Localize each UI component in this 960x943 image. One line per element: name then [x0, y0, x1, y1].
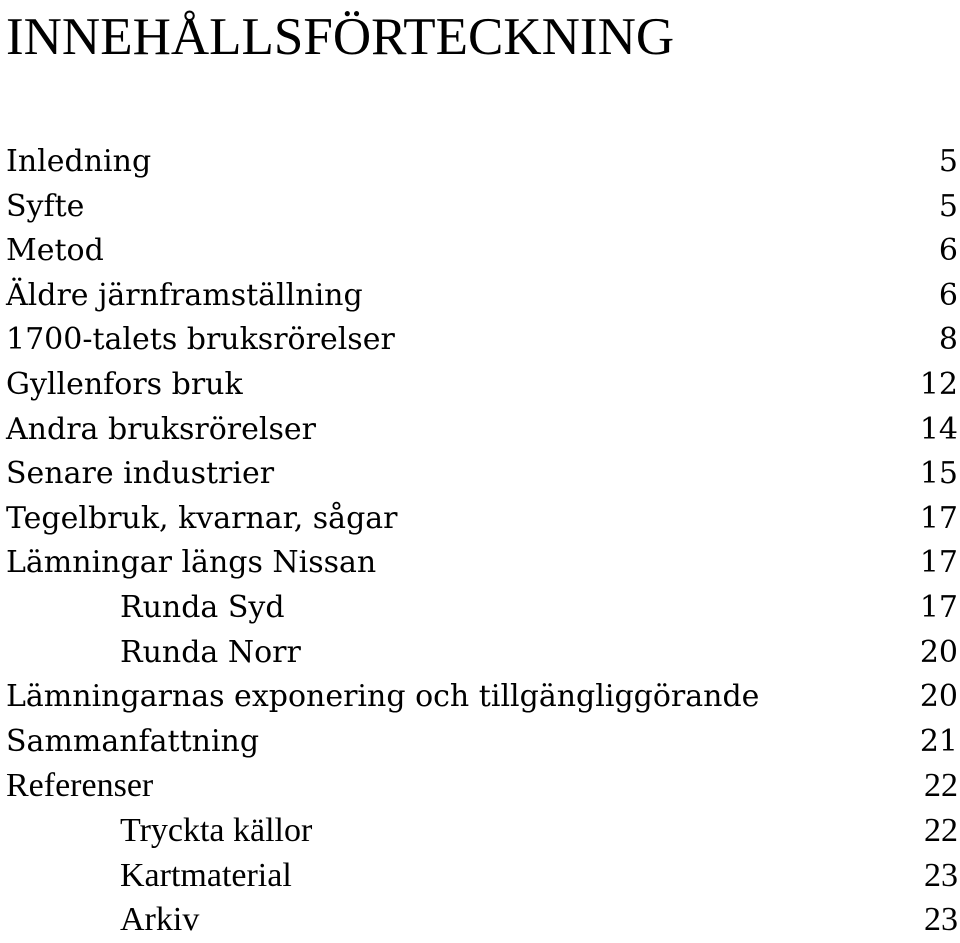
toc-entry-page: 14: [919, 411, 958, 447]
toc-entry-label: Lämningar längs Nissan: [6, 545, 377, 581]
toc-entry-page: 15: [919, 456, 958, 492]
toc-entry-sammanfattning: [0, 720, 960, 765]
toc-entry-label: Sammanfattning: [6, 723, 260, 759]
toc-entry-label: Referenser: [6, 767, 154, 805]
toc-entry-label: Lämningarnas exponering och tillgängliggörande: [6, 679, 760, 715]
toc-entry-page: 17: [919, 589, 958, 625]
toc-entry-label: Äldre järnframställning: [6, 277, 363, 313]
page-title: INNEHÅLLSFÖRTECKNING: [6, 8, 675, 66]
toc-entry-syfte: [0, 185, 960, 230]
toc-entry-label: Senare industrier: [6, 456, 275, 492]
toc-entry-label: Gyllenfors bruk: [6, 366, 243, 402]
toc-entry-label: Runda Norr: [120, 634, 301, 670]
toc-entry-page: 21: [919, 723, 958, 759]
toc-entry-tegelbruk-kvarnar-sagar: [0, 497, 960, 542]
toc-entry-page: 12: [919, 366, 958, 402]
toc-entry-page: 8: [938, 322, 958, 358]
toc-entry-inledning: [0, 140, 960, 185]
toc-entry-page: 23: [924, 901, 958, 939]
toc-entry-metod: [0, 229, 960, 274]
toc-entry-page: 22: [924, 767, 958, 805]
toc-entry-label: Arkiv: [120, 901, 200, 939]
toc-entry-label: Tryckta källor: [120, 811, 313, 849]
table-of-contents: [0, 140, 960, 943]
toc-entry-page: 23: [924, 856, 958, 894]
toc-entry-page: 20: [919, 634, 958, 670]
toc-entry-runda-syd: [0, 586, 960, 631]
toc-entry-label: Runda Syd: [120, 589, 285, 625]
toc-entry-label: Syfte: [6, 188, 85, 224]
toc-entry-aldre-jarnframstallning: [0, 274, 960, 319]
toc-entry-arkiv: [0, 898, 960, 943]
toc-entry-label: Kartmaterial: [120, 856, 292, 894]
toc-entry-lamningar-langs-nissan: [0, 541, 960, 586]
toc-entry-gyllenfors-bruk: [0, 363, 960, 408]
toc-entry-kartmaterial: [0, 854, 960, 899]
toc-entry-senare-industrier: [0, 452, 960, 497]
toc-entry-andra-bruksrorelser: [0, 408, 960, 453]
toc-entry-runda-norr: [0, 631, 960, 676]
toc-entry-page: 6: [938, 277, 958, 313]
toc-entry-label: Tegelbruk, kvarnar, sågar: [6, 500, 398, 536]
toc-entry-label: Metod: [6, 233, 104, 269]
toc-entry-page: 17: [919, 545, 958, 581]
toc-entry-page: 17: [919, 500, 958, 536]
toc-entry-referenser: [0, 764, 960, 809]
toc-entry-page: 5: [938, 188, 958, 224]
toc-entry-1700-talets-bruksrorelser: [0, 318, 960, 363]
toc-entry-label: Inledning: [6, 144, 152, 179]
toc-entry-label: 1700-talets bruksrörelser: [6, 322, 395, 358]
toc-entry-page: 20: [919, 679, 958, 715]
toc-entry-page: 22: [924, 811, 958, 849]
toc-entry-page: 6: [938, 233, 958, 269]
toc-entry-tryckta-kallor: [0, 809, 960, 854]
toc-entry-label: Andra bruksrörelser: [6, 411, 316, 447]
toc-entry-page: 5: [938, 144, 958, 179]
toc-entry-lamningarnas-exponering: [0, 675, 960, 720]
